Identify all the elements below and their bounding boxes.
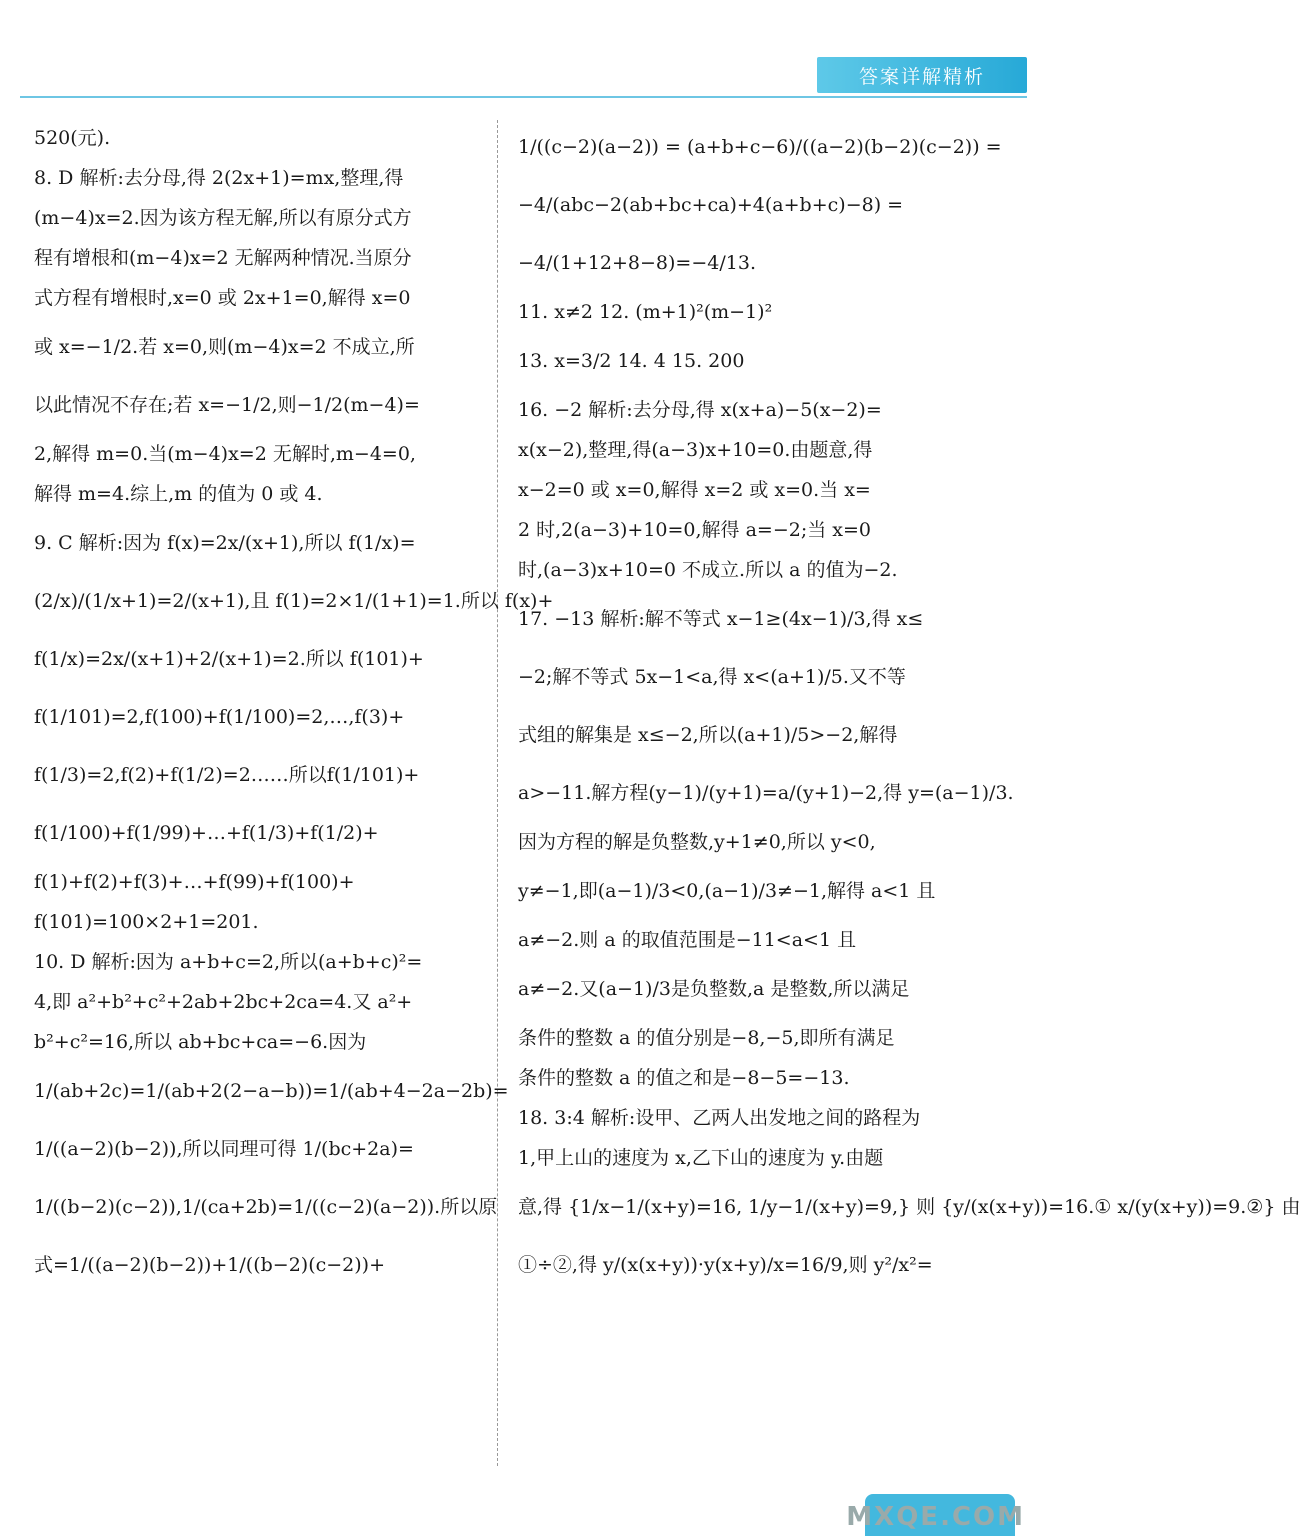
text-line: 条件的整数 a 的值分别是−8,−5,即所有满足 — [518, 1027, 895, 1049]
text-line: f(1)+f(2)+f(3)+…+f(99)+f(100)+ — [34, 871, 355, 893]
text-line: a≠−2.则 a 的取值范围是−11<a<1 且 — [518, 929, 857, 951]
text-line: −4/(abc−2(ab+bc+ca)+4(a+b+c)−8) = — [518, 194, 904, 216]
text-line: 式组的解集是 x≤−2,所以(a+1)/5>−2,解得 — [518, 724, 898, 746]
text-line: 8. D 解析:去分母,得 2(2x+1)=mx,整理,得 — [34, 167, 404, 189]
left-column — [34, 118, 554, 1294]
text-line: 11. x≠2 12. (m+1)²(m−1)² — [518, 301, 773, 323]
text-line: 1/((c−2)(a−2)) = (a+b+c−6)/((a−2)(b−2)(c−2)) = — [518, 136, 1002, 158]
text-line: 因为方程的解是负整数,y+1≠0,所以 y<0, — [518, 831, 876, 853]
text-line: x(x−2),整理,得(a−3)x+10=0.由题意,得 — [518, 439, 873, 461]
text-line: b²+c²=16,所以 ab+bc+ca=−6.因为 — [34, 1031, 367, 1053]
text-line: 解得 m=4.综上,m 的值为 0 或 4. — [34, 483, 323, 505]
text-line: 1/((a−2)(b−2)),所以同理可得 1/(bc+2a)= — [34, 1138, 414, 1160]
text-line: ①÷②,得 y/(x(x+y))·y(x+y)/x=16/9,则 y²/x²= — [518, 1254, 933, 1276]
text-line: 1/((b−2)(c−2)),1/(ca+2b)=1/((c−2)(a−2)).所以原 — [34, 1196, 498, 1218]
text-line: f(1/100)+f(1/99)+…+f(1/3)+f(1/2)+ — [34, 822, 379, 844]
section-banner: 答案详解精析 — [817, 57, 1027, 93]
text-line: 以此情况不存在;若 x=−1/2,则−1/2(m−4)= — [34, 394, 420, 416]
text-line: 4,即 a²+b²+c²+2ab+2bc+2ca=4.又 a²+ — [34, 991, 413, 1013]
text-line: 条件的整数 a 的值之和是−8−5=−13. — [518, 1067, 850, 1089]
text-line: f(1/3)=2,f(2)+f(1/2)=2……所以f(1/101)+ — [34, 764, 420, 786]
text-line: 13. x=3/2 14. 4 15. 200 — [518, 350, 745, 372]
text-line: f(1/x)=2x/(x+1)+2/(x+1)=2.所以 f(101)+ — [34, 648, 424, 670]
text-line: 时,(a−3)x+10=0 不成立.所以 a 的值为−2. — [518, 559, 898, 581]
text-line: x−2=0 或 x=0,解得 x=2 或 x=0.当 x= — [518, 479, 871, 501]
text-line: 意,得 {1/x−1/(x+y)=16, 1/y−1/(x+y)=9,} 则 {y/(x(x+y))=16.① x/(y(x+y))=9.②} 由 — [518, 1196, 1300, 1218]
text-line: 9. C 解析:因为 f(x)=2x/(x+1),所以 f(1/x)= — [34, 532, 416, 554]
header-rule — [20, 96, 1027, 98]
text-line: 18. 3:4 解析:设甲、乙两人出发地之间的路程为 — [518, 1107, 921, 1129]
text-line: 1/(ab+2c)=1/(ab+2(2−a−b))=1/(ab+4−2a−2b)= — [34, 1080, 509, 1102]
text-line: a≠−2.又(a−1)/3是负整数,a 是整数,所以满足 — [518, 978, 910, 1000]
text-line: 2 时,2(a−3)+10=0,解得 a=−2;当 x=0 — [518, 519, 872, 541]
column-divider — [497, 120, 498, 1466]
watermark: MXQE.COM — [846, 1502, 1025, 1532]
text-line: 520(元). — [34, 127, 111, 149]
text-line: 或 x=−1/2.若 x=0,则(m−4)x=2 不成立,所 — [34, 336, 415, 358]
text-line: f(101)=100×2+1=201. — [34, 911, 259, 933]
text-line: a>−11.解方程(y−1)/(y+1)=a/(y+1)−2,得 y=(a−1)/3. — [518, 782, 1014, 804]
text-line: 16. −2 解析:去分母,得 x(x+a)−5(x−2)= — [518, 399, 882, 421]
text-line: 17. −13 解析:解不等式 x−1≥(4x−1)/3,得 x≤ — [518, 608, 924, 630]
text-line: 2,解得 m=0.当(m−4)x=2 无解时,m−4=0, — [34, 443, 416, 465]
text-line: (m−4)x=2.因为该方程无解,所以有原分式方 — [34, 207, 412, 229]
text-line: 1,甲上山的速度为 x,乙下山的速度为 y.由题 — [518, 1147, 884, 1169]
text-line: 程有增根和(m−4)x=2 无解两种情况.当原分 — [34, 247, 412, 269]
text-line: 式=1/((a−2)(b−2))+1/((b−2)(c−2))+ — [34, 1254, 386, 1276]
text-line: 式方程有增根时,x=0 或 2x+1=0,解得 x=0 — [34, 287, 411, 309]
text-line: (2/x)/(1/x+1)=2/(x+1),且 f(1)=2×1/(1+1)=1.所以 f(x)+ — [34, 590, 554, 612]
text-line: 10. D 解析:因为 a+b+c=2,所以(a+b+c)²= — [34, 951, 423, 973]
text-line: −2;解不等式 5x−1<a,得 x<(a+1)/5.又不等 — [518, 666, 906, 688]
text-line: y≠−1,即(a−1)/3<0,(a−1)/3≠−1,解得 a<1 且 — [518, 880, 936, 902]
right-column — [518, 118, 1300, 1294]
text-line: −4/(1+12+8−8)=−4/13. — [518, 252, 756, 274]
text-line: f(1/101)=2,f(100)+f(1/100)=2,…,f(3)+ — [34, 706, 405, 728]
